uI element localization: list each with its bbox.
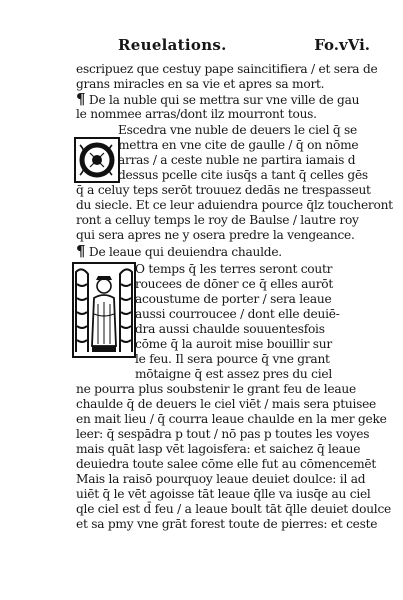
- chapter-heading: ¶ De leaue qui deuiendra chaulde.: [76, 242, 282, 260]
- chapter-heading: ¶ De la nuble qui se mettra sur vne ville de gau: [76, 90, 360, 108]
- text-line: mettra en vne cite de gaulle / q̄ on nōme: [118, 138, 359, 152]
- text-line: dra aussi chaulde souuentesfois: [135, 322, 325, 336]
- text-line: et sa pmy vne grāt forest toute de pierres: et ceste: [76, 517, 378, 531]
- folio-number: Fo.vVi.: [314, 36, 370, 54]
- text-line: en mait lieu / q̄ courra leaue chaulde en la mer geke: [76, 412, 387, 426]
- text-line: Escedra vne nuble de deuers le ciel q̄ se: [118, 123, 358, 137]
- text-line: Mais la raisō pourquoy leaue deuiet doulce: il ad: [76, 472, 366, 486]
- text-line: grans miracles en sa vie et apres sa mort.: [76, 77, 325, 91]
- woodcut-illustration-icon: [72, 262, 136, 358]
- pilcrow-icon: ¶: [76, 90, 86, 108]
- pilcrow-icon: ¶: [76, 242, 86, 260]
- text-line: O temps q̄ les terres seront coutr: [135, 262, 333, 276]
- page-header: [70, 36, 370, 56]
- text-line: qle ciel est d̄ feu / a leaue boult tāt q̄lle deuiet doulce: [76, 502, 391, 516]
- decorated-initial-o-icon: [74, 137, 120, 183]
- text-line: ne pourra plus soubstenir le grant feu de leaue: [76, 382, 356, 396]
- text-line: aussi courroucee / dont elle deuiē-: [135, 307, 340, 321]
- text-line: deuiedra toute salee cōme elle fut au cōmencemēt: [76, 457, 377, 471]
- text-line: leer: q̄ sespādra p tout / nō pas p toutes les voyes: [76, 427, 370, 441]
- chapter-heading-line-2: le nommee arras/dont ilz mourront tous.: [76, 107, 317, 121]
- text-line: arras / a ceste nuble ne partira iamais d: [118, 153, 356, 167]
- text-line: ront a celluy temps le roy de Baulse / lautre roy: [76, 213, 359, 227]
- text-line: le feu. Il sera pource q̄ vne grant: [135, 352, 330, 366]
- text-line: dessus pcelle cite iusq̄s a tant q̄ celles gēs: [118, 168, 368, 182]
- text-line: q̄ a celuy teps serōt trouuez dedās ne trespasseut: [76, 183, 371, 197]
- text-line: cōme q̄ la auroit mise bouillir sur: [135, 337, 332, 351]
- text-line: uiēt q̄ le vēt agoisse tāt leaue q̄lle va iusq̄e au ciel: [76, 487, 371, 501]
- text-line: mōtaigne q̄ est assez pres du ciel: [135, 367, 332, 381]
- text-line: qui sera apres ne y osera predre la vengeance.: [76, 228, 355, 242]
- text-line: roucees de dōner ce q̄ elles aurōt: [135, 277, 334, 291]
- text-line: acoustume de porter / sera leaue: [135, 292, 332, 306]
- text-line: escripuez que cestuy pape saincitifiera / et sera de: [76, 62, 378, 76]
- text-line: du siecle. Et ce leur aduiendra pource q̄lz toucheront: [76, 198, 393, 212]
- running-title: Reuelations.: [118, 36, 227, 54]
- text-line: mais quāt lasp vēt lagoisfera: et saichez q̄ leaue: [76, 442, 361, 456]
- text-line: chaulde q̄ de deuers le ciel viēt / mais sera ptuisee: [76, 397, 377, 411]
